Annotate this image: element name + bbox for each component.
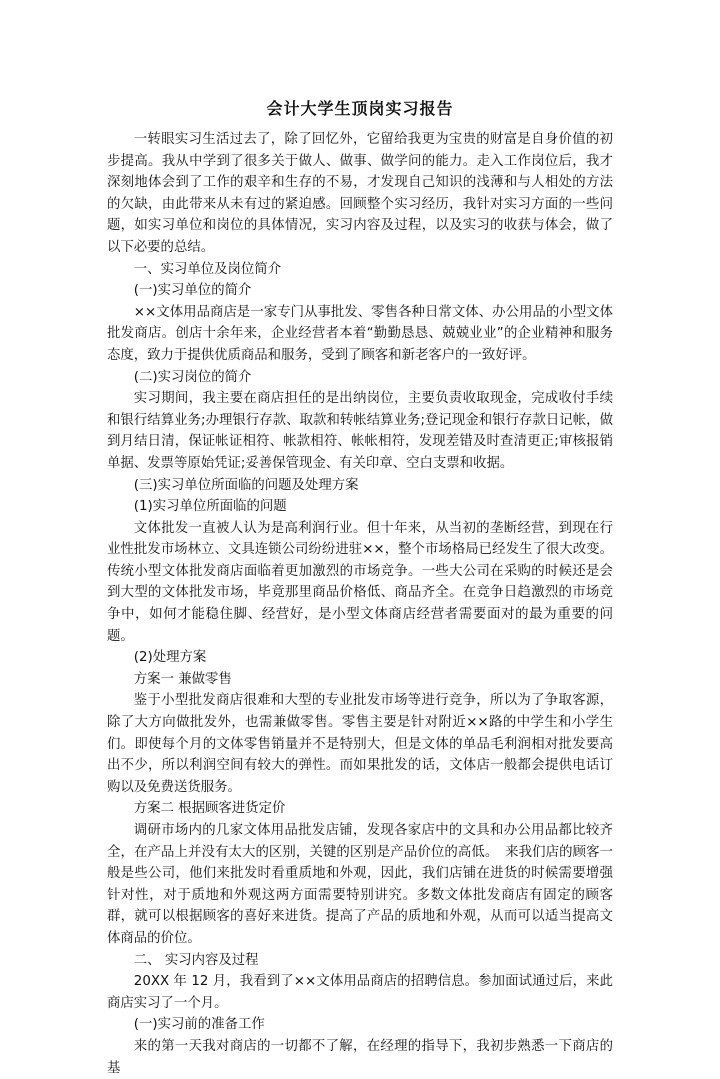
section-heading-1: 一、实习单位及岗位简介: [133, 261, 282, 277]
plan-heading-2: 方案二 根据顾客进货定价: [133, 801, 286, 817]
document-body: [107, 129, 613, 1079]
subsection-heading-preparation: (一)实习前的准备工作: [133, 1017, 265, 1033]
paragraph-unit: ××文体用品商店是一家专门从事批发、零售各种日常文体、办公用品的小型文体批发商店。创店十余年来，企业经营者本着“勤勤恳恳、兢兢业业”的企业精神和服务态度，致力于提供优质商品和服务，受到了顾客和新老客户的一致好评。: [107, 304, 613, 363]
paragraph-problems: 文体批发一直被人认为是高利润行业。但十年来，从当初的垄断经营，到现在行业性批发市场林立、文具连锁公司纷纷进驻××，整个市场格局已经发生了很大改变。传统小型文体批发商店面临着更加激烈的市场竞争。一些大公司在采购的时候还是会到大型的文体批发市场，毕竟那里商品价格低、商品齐全。在竞争日趋激烈的市场竞争中，如何才能稳住脚、经营好，是小型文体商店经营者需要面对的最为重要的问题。: [107, 520, 613, 644]
document-title: 会计大学生顶岗实习报告: [266, 99, 454, 118]
item-heading-solutions: (2)处理方案: [133, 650, 207, 666]
paragraph-internship: 20XX 年 12 月，我看到了××文体用品商店的招聘信息。参加面试通过后，来此商店实习了一个月。: [107, 974, 613, 1011]
item-heading-problems: (1)实习单位所面临的问题: [133, 499, 287, 515]
section-heading-2: 二、 实习内容及过程: [133, 952, 259, 968]
paragraph-plan-1: 鉴于小型批发商店很难和大型的专业批发市场等进行竞争，所以为了争取客源，除了大方向做批发外，也需兼做零售。零售主要是针对附近××路的中学生和小学生们。即使每个月的文体零售销量并不是特别大，但是文体的单品毛利润相对批发要高出不少，所以利润空间有较大的弹性。而如果批发的话，文体店一般都会提供电话订购以及免费送货服务。: [107, 693, 613, 795]
plan-heading-1: 方案一 兼做零售: [133, 671, 232, 687]
subsection-heading-problems: (三)实习单位所面临的问题及处理方案: [133, 477, 359, 493]
paragraph-post: 实习期间，我主要在商店担任的是出纳岗位，主要负责收取现金，完成收付手续和银行结算业务;办理银行存款、取款和转帐结算业务;登记现金和银行存款日记帐，做到月结日清，保证帐证相符、帐款相符、帐帐相符，发现差错及时查清更正;审核报销单据、发票等原始凭证;妥善保管现金、有关印章、空白支票和收据。: [107, 391, 613, 471]
paragraph-plan-2: 调研市场内的几家文体用品批发店铺，发现各家店中的文具和办公用品都比较齐全，在产品上并没有太大的区别，关键的区别是产品价位的高低。 来我们店的顾客一般是些公司，他们来批发时看重质地和外观，因此，我们店铺在进货的时候需要增强针对性，对于质地和外观这两方面需要特别讲究。多数文体批发商店有固定的顾客群，就可以根据顾客的喜好来进货。提高了产品的质地和外观，从而可以适当提高文体商品的价位。: [107, 823, 613, 946]
paragraph-intro: 一转眼实习生活过去了，除了回忆外，它留给我更为宝贵的财富是自身价值的初步提高。我从中学到了很多关于做人、做事、做学问的能力。走入工作岗位后，我才深刻地体会到了工作的艰辛和生存的不易，才发现自己知识的浅薄和与人相处的方法的欠缺，由此带来从未有过的紧迫感。回顾整个实习经历，我针对实习方面的一些问题，如实习单位和岗位的具体情况，实习内容及过程，以及实习的收获与体会，做了以下必要的总结。: [107, 132, 613, 255]
subsection-heading-post: (二)实习岗位的简介: [133, 369, 252, 385]
subsection-heading-unit: (一)实习单位的简介: [133, 283, 252, 299]
paragraph-preparation: 来的第一天我对商店的一切都不了解，在经理的指导下，我初步熟悉一下商店的基: [107, 1038, 613, 1076]
